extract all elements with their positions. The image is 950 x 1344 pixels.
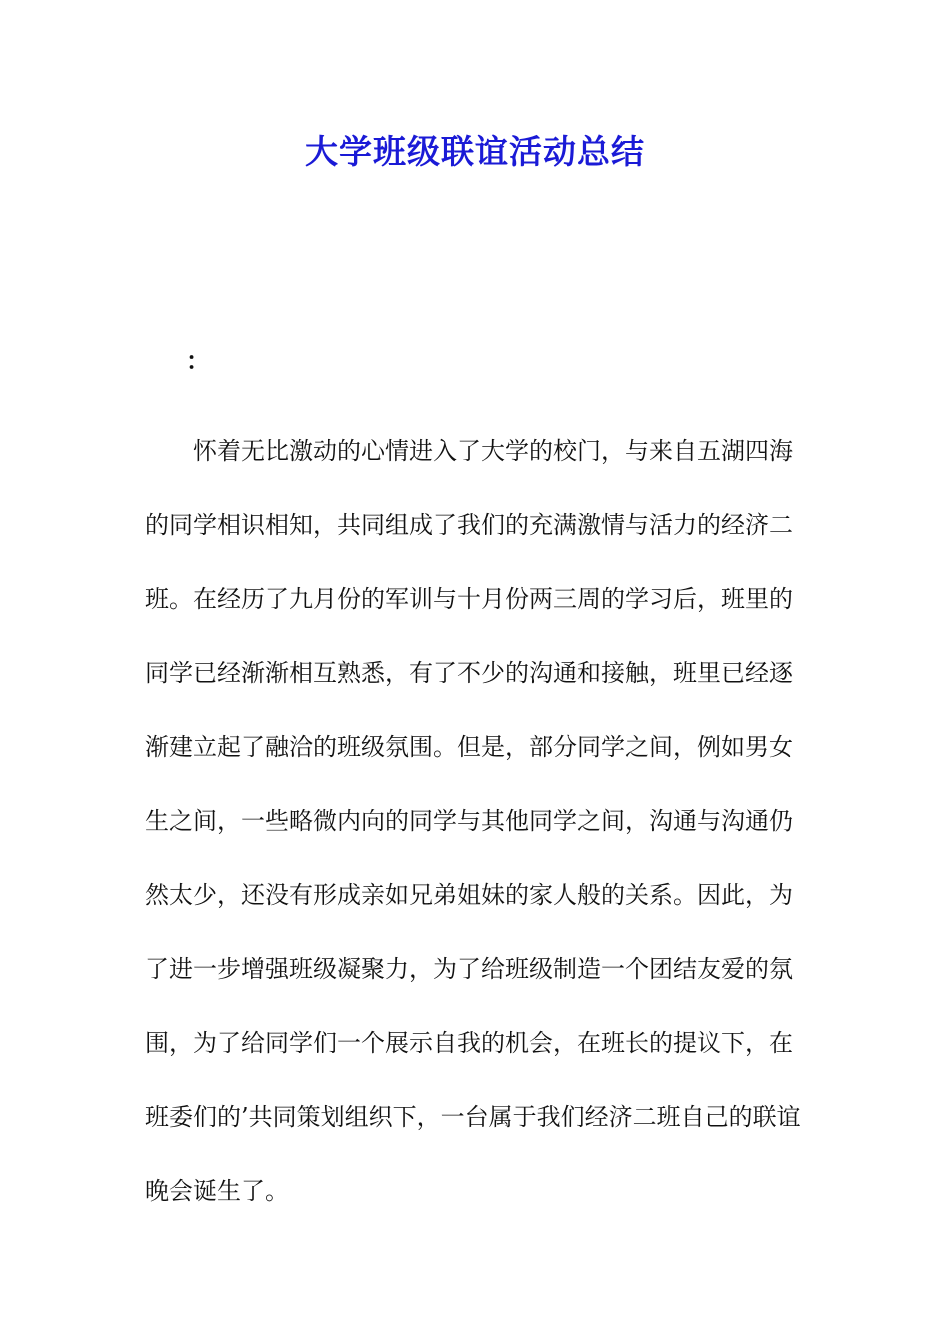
colon-mark: ：: [186, 346, 210, 375]
paragraph-line: 怀着无比激动的心情进入了大学的校门，与来自五湖四海: [193, 437, 793, 465]
paragraph-line: 生之间，一些略微内向的同学与其他同学之间，沟通与沟通仍: [145, 807, 793, 835]
paragraph-line: 的同学相识相知，共同组成了我们的充满激情与活力的经济二: [145, 511, 793, 539]
paragraph-line: 围，为了给同学们一个展示自我的机会，在班长的提议下，在: [145, 1029, 793, 1057]
paragraph-line: 了进一步增强班级凝聚力，为了给班级制造一个团结友爱的氛: [145, 955, 793, 983]
paragraph-line: 班委们的’共同策划组织下，一台属于我们经济二班自己的联谊: [145, 1103, 801, 1131]
paragraph-line: 渐建立起了融洽的班级氛围。但是，部分同学之间，例如男女: [145, 733, 793, 761]
paragraph-line: 班。在经历了九月份的军训与十月份两三周的学习后，班里的: [145, 585, 793, 613]
paragraph-line: 同学已经渐渐相互熟悉，有了不少的沟通和接触，班里已经逐: [145, 659, 793, 687]
document-title: 大学班级联谊活动总结: [305, 132, 645, 171]
paragraph-line: 然太少，还没有形成亲如兄弟姐妹的家人般的关系。因此，为: [145, 881, 793, 909]
body-paragraph: [145, 414, 805, 1228]
paragraph-line: 晚会诞生了。: [145, 1177, 289, 1205]
